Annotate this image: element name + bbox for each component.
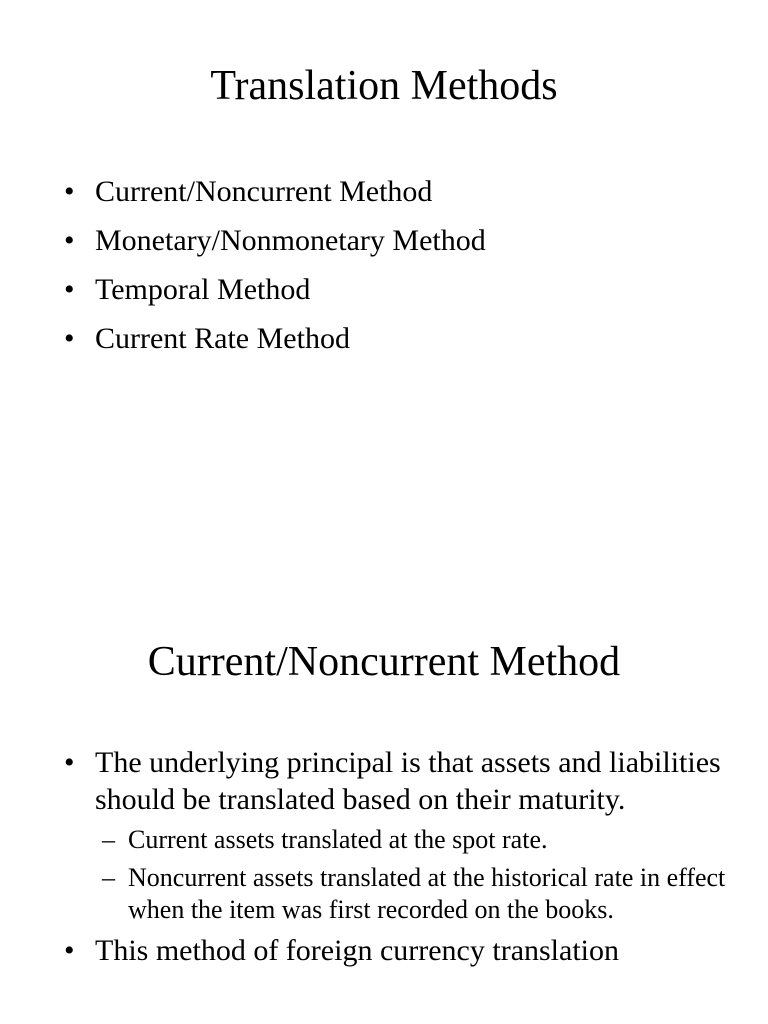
list-item	[0, 270, 768, 310]
list-item	[0, 319, 768, 359]
slide-title: Current/Noncurrent Method	[147, 639, 621, 685]
sub-bullet-text: Current assets translated at the spot rate.	[128, 825, 548, 854]
dash-icon: –	[102, 863, 115, 892]
list-item	[0, 744, 768, 926]
bullet-icon: •	[64, 322, 75, 355]
slide-title: Translation Methods	[210, 63, 558, 109]
bullet-text: Current Rate Method	[95, 322, 350, 355]
sub-list-item	[94, 862, 728, 926]
list-item	[0, 932, 768, 969]
bullet-icon: •	[64, 175, 75, 208]
dash-icon: –	[102, 825, 115, 854]
list-item	[0, 221, 768, 261]
sub-bullet-list	[95, 824, 728, 926]
bullet-icon: •	[64, 224, 75, 257]
bullet-list	[0, 172, 768, 368]
bullet-icon: •	[64, 746, 75, 779]
bullet-text: The underlying principal is that assets and liabilities should be translated based on their maturity.	[95, 746, 721, 816]
bullet-list	[0, 744, 768, 969]
bullet-icon: •	[64, 934, 75, 967]
slide-current-noncurrent-method	[0, 512, 768, 1024]
bullet-icon: •	[64, 273, 75, 306]
bullet-text: Temporal Method	[95, 273, 311, 306]
bullet-text: Monetary/Nonmonetary Method	[95, 224, 486, 257]
bullet-text: Current/Noncurrent Method	[95, 175, 433, 208]
sub-bullet-text: Noncurrent assets translated at the historical rate in effect when the item was first recorded on the books.	[128, 863, 726, 924]
sub-list-item	[94, 824, 728, 856]
bullet-text: This method of foreign currency translation	[95, 934, 620, 967]
list-item	[0, 172, 768, 212]
